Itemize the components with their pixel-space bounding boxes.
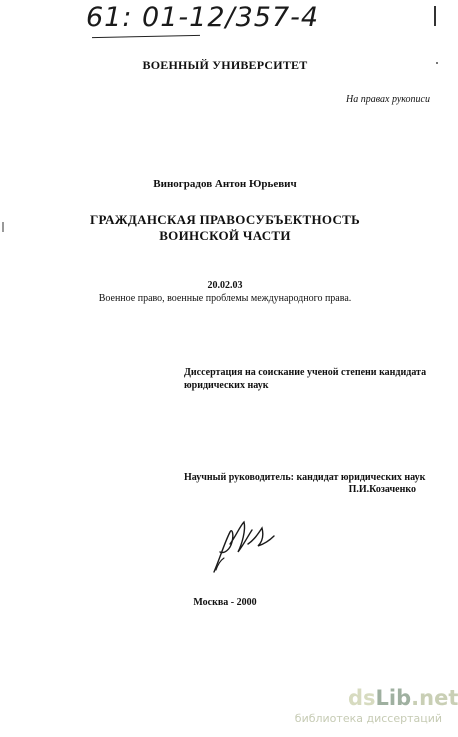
specialty-name: Военное право, военные проблемы международного права.: [98, 293, 352, 304]
dslib-tagline: библиотека диссертаций: [294, 712, 442, 725]
supervisor-name: П.И.Козаченко: [348, 484, 416, 495]
handwritten-underline: [92, 35, 200, 38]
specialty-code: 20.02.03: [207, 280, 243, 291]
dissertation-degree-line-2: юридических наук: [184, 380, 269, 391]
margin-pencil-mark: [434, 6, 436, 26]
dslib-logo: dsLib.net: [348, 686, 458, 710]
city-and-year: Москва - 2000: [193, 597, 257, 608]
rights-note: На правах рукописи: [346, 94, 430, 105]
handwritten-archive-code: 61: 01-12/357-4: [86, 2, 320, 33]
supervisor-title: Научный руководитель: кандидат юридических наук: [184, 472, 426, 483]
university-name: ВОЕННЫЙ УНИВЕРСИТЕТ: [142, 58, 308, 72]
thesis-title-line-2: ВОИНСКОЙ ЧАСТИ: [159, 228, 291, 243]
dslib-watermark: [292, 686, 458, 732]
thesis-title-line-1: ГРАЖДАНСКАЯ ПРАВОСУБЪЕКТНОСТЬ: [89, 212, 361, 227]
dissertation-degree-line-1: Диссертация на соискание ученой степени кандидата: [184, 367, 427, 378]
author-name: Виноградов Антон Юрьевич: [153, 178, 297, 190]
handwritten-signature: [208, 514, 278, 576]
